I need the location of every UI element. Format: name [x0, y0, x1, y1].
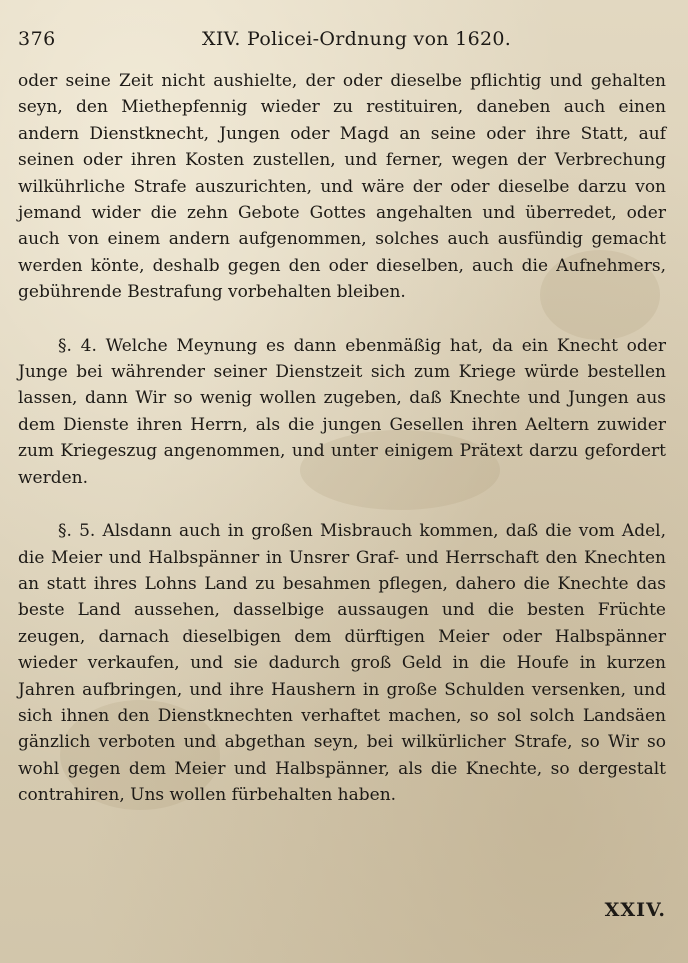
- body-text: [18, 68, 666, 809]
- paragraph-continuation: [18, 68, 666, 306]
- paragraph-section-4: [18, 333, 666, 491]
- catchword: XXIV.: [604, 899, 666, 921]
- page-number: 376: [18, 28, 56, 50]
- paragraph-text: §. 4. Welche Meynung es dann ebenmäßig hat, da ein Knecht oder Junge bei währender seiner Dienstzeit sich zum Kriege würde bestellen lassen, dann Wir so wenig wollen zugeben, daß Knechte und Jungen aus dem Dienste ihren Herrn, als die jungen Gesellen ihren Aeltern zuwider zum Kriegeszug angenommen, und unter einigem Prätext darzu gefordert werden.: [18, 335, 666, 488]
- paragraph-text: oder seine Zeit nicht aushielte, der oder dieselbe pflichtig und gehalten seyn, den Miethepfennig wieder zu restituiren, daneben auch einen andern Dienstknecht, Jungen oder Magd an seine oder ihre Statt, auf seinen oder ihren Kosten zustellen, und ferner, wegen der Verbrechung wilkührliche Strafe auszurichten, und wäre der oder dieselbe darzu von jemand wider die zehn Gebote Gottes angehalten und überredet, oder auch von einem andern aufgenommen, solches auch ausfündig gemacht werden könte, deshalb gegen den oder dieselben, auch die Aufnehmers, gebührende Bestrafung vorbehalten bleiben.: [18, 71, 666, 303]
- page-header: [18, 28, 664, 58]
- running-title: XIV. Policei-Ordnung von 1620.: [202, 28, 512, 50]
- paragraph-text: §. 5. Alsdann auch in großen Misbrauch kommen, daß die vom Adel, die Meier und Halbspänner in Unsrer Graf- und Herrschaft den Knechten an statt ihres Lohns Land zu besahmen pflegen, dahero die Knechte das beste Land aussehen, dasselbige aussaugen und die besten Früchte zeugen, darnach dieselbigen dem dürftigen Meier oder Halbspänner wieder verkaufen, und sie dadurch groß Geld in die Houfe in kurzen Jahren aufbringen, und ihre Haushern in große Schulden versenken, und sich ihnen den Dienstknechten verhaftet machen, so sol solch Landsäen gänzlich verboten und abgethan seyn, bei wilkürlicher Strafe, so Wir so wohl gegen dem Meier und Halbspänner, als die Knechte, so dergestalt contrahiren, Uns wollen fürbehalten haben.: [18, 521, 666, 806]
- paragraph-section-5: [18, 518, 666, 808]
